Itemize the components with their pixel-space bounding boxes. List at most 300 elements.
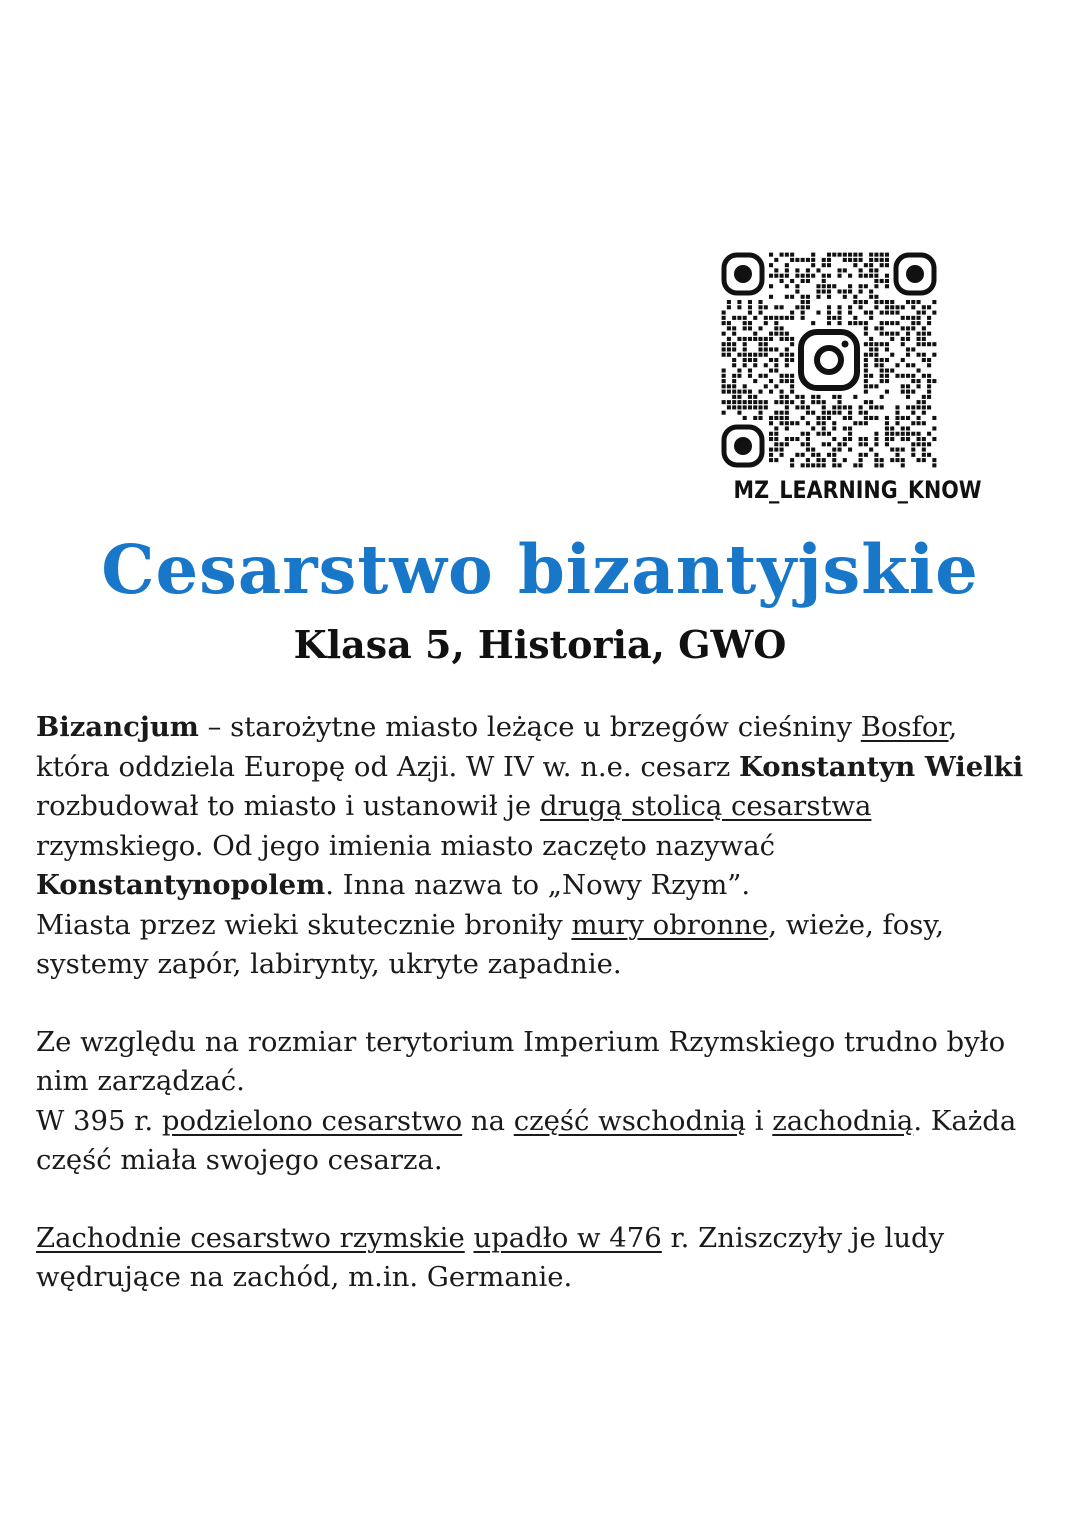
qr-module <box>769 421 773 425</box>
qr-module <box>832 426 836 430</box>
qr-module <box>859 284 863 288</box>
qr-module <box>880 321 884 325</box>
qr-module <box>764 316 768 320</box>
qr-module <box>795 289 799 293</box>
qr-module <box>874 358 878 362</box>
qr-module <box>880 263 884 267</box>
page-title: Cesarstwo bizantyjskie <box>101 530 979 609</box>
qr-module <box>780 421 784 425</box>
qr-module <box>890 369 894 373</box>
qr-module <box>743 337 747 341</box>
qr-module <box>801 258 805 262</box>
qr-module <box>801 300 805 304</box>
qr-module <box>780 400 784 404</box>
qr-module <box>753 416 757 420</box>
qr-module <box>838 321 842 325</box>
qr-module <box>838 274 842 278</box>
qr-module <box>932 437 936 441</box>
qr-module <box>901 458 905 462</box>
qr-module <box>885 416 889 420</box>
qr-module <box>780 316 784 320</box>
qr-module <box>843 405 847 409</box>
qr-module <box>832 284 836 288</box>
qr-module <box>843 258 847 262</box>
qr-module <box>737 411 741 415</box>
qr-module <box>890 311 894 315</box>
qr-module <box>906 332 910 336</box>
qr-module <box>795 395 799 399</box>
qr-module <box>864 453 868 457</box>
qr-module <box>816 453 820 457</box>
qr-module <box>917 416 921 420</box>
qr-module <box>869 337 873 341</box>
qr-module <box>922 395 926 399</box>
qr-module <box>885 342 889 346</box>
qr-module <box>764 384 768 388</box>
qr-module <box>911 363 915 367</box>
qr-module <box>774 437 778 441</box>
qr-module <box>780 390 784 394</box>
qr-module <box>848 432 852 436</box>
qr-module <box>811 448 815 452</box>
qr-module <box>764 347 768 351</box>
qr-module <box>874 268 878 272</box>
qr-module <box>811 395 815 399</box>
qr-module <box>774 426 778 430</box>
qr-module <box>785 421 789 425</box>
qr-module <box>774 416 778 420</box>
qr-module <box>780 253 784 257</box>
term-druga-stolica: drugą stolicą cesarstwa <box>539 790 872 822</box>
qr-module <box>864 384 868 388</box>
qr-module <box>927 305 931 309</box>
qr-module <box>917 432 921 436</box>
qr-module <box>859 411 863 415</box>
qr-module <box>885 284 889 288</box>
qr-module <box>922 342 926 346</box>
qr-module <box>737 305 741 309</box>
qr-module <box>801 405 805 409</box>
qr-module <box>911 321 915 325</box>
qr-module <box>906 432 910 436</box>
qr-module <box>874 347 878 351</box>
qr-module <box>853 395 857 399</box>
qr-module <box>859 321 863 325</box>
qr-module <box>732 395 736 399</box>
qr-module <box>811 463 815 467</box>
qr-module <box>774 411 778 415</box>
qr-module <box>774 332 778 336</box>
qr-module <box>785 400 789 404</box>
qr-module <box>859 442 863 446</box>
qr-module <box>890 305 894 309</box>
qr-module <box>864 274 868 278</box>
qr-module <box>806 300 810 304</box>
qr-module <box>816 295 820 299</box>
qr-module <box>806 437 810 441</box>
qr-module <box>722 374 726 378</box>
qr-module <box>827 258 831 262</box>
qr-module <box>843 416 847 420</box>
qr-module <box>722 311 726 315</box>
qr-module <box>848 448 852 452</box>
qr-module <box>758 326 762 330</box>
qr-module <box>917 353 921 357</box>
qr-module <box>811 453 815 457</box>
text-span: i <box>745 1104 773 1137</box>
qr-module <box>901 342 905 346</box>
qr-module <box>748 390 752 394</box>
qr-module <box>838 253 842 257</box>
qr-module <box>932 300 936 304</box>
qr-module <box>816 268 820 272</box>
qr-module <box>869 342 873 346</box>
qr-module <box>895 332 899 336</box>
qr-module <box>774 400 778 404</box>
qr-module <box>801 416 805 420</box>
qr-module <box>922 411 926 415</box>
qr-module <box>848 437 852 441</box>
qr-module <box>758 390 762 394</box>
qr-module <box>722 342 726 346</box>
qr-module <box>732 390 736 394</box>
qr-module <box>806 442 810 446</box>
qr-module <box>732 316 736 320</box>
qr-module <box>932 416 936 420</box>
qr-module <box>764 353 768 357</box>
qr-module <box>880 258 884 262</box>
qr-module <box>722 332 726 336</box>
qr-module <box>827 289 831 293</box>
page-subtitle: Klasa 5, Historia, GWO <box>293 622 787 667</box>
qr-module <box>743 326 747 330</box>
qr-module <box>737 400 741 404</box>
qr-module <box>774 258 778 262</box>
qr-module <box>780 379 784 383</box>
qr-module <box>795 284 799 288</box>
qr-module <box>743 353 747 357</box>
qr-module <box>769 284 773 288</box>
qr-module <box>758 374 762 378</box>
qr-module <box>737 316 741 320</box>
qr-module <box>795 274 799 278</box>
qr-module <box>874 432 878 436</box>
qr-module <box>838 311 842 315</box>
qr-module <box>885 421 889 425</box>
qr-module <box>853 421 857 425</box>
qr-module <box>769 416 773 420</box>
qr-module <box>911 347 915 351</box>
qr-module <box>774 274 778 278</box>
qr-module <box>816 432 820 436</box>
qr-module <box>859 405 863 409</box>
qr-module <box>743 400 747 404</box>
qr-module <box>732 400 736 404</box>
qr-module <box>843 437 847 441</box>
qr-module <box>885 437 889 441</box>
qr-code[interactable] <box>721 252 937 468</box>
qr-module <box>727 326 731 330</box>
qr-module <box>785 437 789 441</box>
qr-module <box>895 416 899 420</box>
qr-module <box>917 332 921 336</box>
qr-module <box>895 363 899 367</box>
qr-module <box>764 400 768 404</box>
qr-module <box>774 321 778 325</box>
qr-module <box>895 374 899 378</box>
instagram-icon <box>797 328 861 392</box>
qr-module <box>785 442 789 446</box>
qr-module <box>838 395 842 399</box>
qr-module <box>785 268 789 272</box>
qr-module <box>748 337 752 341</box>
qr-module <box>869 289 873 293</box>
qr-module <box>795 305 799 309</box>
qr-module <box>758 337 762 341</box>
qr-module <box>769 316 773 320</box>
qr-module <box>885 253 889 257</box>
qr-module <box>832 437 836 441</box>
qr-module <box>848 258 852 262</box>
qr-module <box>901 316 905 320</box>
qr-module <box>880 253 884 257</box>
qr-module <box>901 374 905 378</box>
qr-module <box>890 337 894 341</box>
qr-module <box>922 353 926 357</box>
qr-module <box>864 300 868 304</box>
qr-module <box>927 395 931 399</box>
qr-module <box>874 284 878 288</box>
qr-module <box>748 353 752 357</box>
qr-module <box>864 442 868 446</box>
qr-module <box>748 305 752 309</box>
text-span: r. Zniszczyły je ludy <box>661 1221 945 1254</box>
qr-module <box>790 463 794 467</box>
qr-module <box>790 295 794 299</box>
qr-module <box>780 279 784 283</box>
qr-module <box>917 379 921 383</box>
qr-module <box>801 395 805 399</box>
qr-module <box>917 369 921 373</box>
qr-module <box>822 405 826 409</box>
qr-module <box>722 316 726 320</box>
qr-module <box>880 332 884 336</box>
qr-module <box>785 316 789 320</box>
qr-module <box>917 421 921 425</box>
qr-module <box>901 305 905 309</box>
qr-module <box>758 400 762 404</box>
qr-module <box>811 426 815 430</box>
qr-module <box>864 363 868 367</box>
qr-module <box>774 384 778 388</box>
qr-module <box>874 258 878 262</box>
qr-module <box>869 263 873 267</box>
qr-module <box>890 432 894 436</box>
qr-module <box>806 405 810 409</box>
qr-module <box>780 374 784 378</box>
qr-module <box>911 421 915 425</box>
qr-module <box>874 437 878 441</box>
text-span: na <box>462 1104 514 1137</box>
qr-module <box>911 316 915 320</box>
qr-module <box>843 289 847 293</box>
qr-module <box>748 326 752 330</box>
qr-module <box>790 258 794 262</box>
qr-module <box>911 326 915 330</box>
qr-module <box>832 316 836 320</box>
qr-module <box>790 279 794 283</box>
qr-module <box>901 384 905 388</box>
qr-module <box>869 311 873 315</box>
qr-module <box>785 379 789 383</box>
qr-module <box>838 442 842 446</box>
qr-module <box>880 369 884 373</box>
qr-module <box>832 395 836 399</box>
text-line <box>36 708 1046 748</box>
qr-module <box>822 279 826 283</box>
qr-module <box>864 321 868 325</box>
qr-module <box>827 305 831 309</box>
qr-module <box>816 311 820 315</box>
qr-module <box>780 395 784 399</box>
qr-module <box>790 400 794 404</box>
qr-module <box>822 400 826 404</box>
qr-module <box>917 405 921 409</box>
qr-module <box>880 363 884 367</box>
qr-module <box>769 253 773 257</box>
qr-module <box>811 411 815 415</box>
qr-module <box>890 300 894 304</box>
qr-module <box>748 405 752 409</box>
qr-module <box>869 448 873 452</box>
qr-module <box>927 374 931 378</box>
qr-module <box>743 347 747 351</box>
qr-module <box>774 305 778 309</box>
qr-module <box>911 442 915 446</box>
qr-module <box>864 374 868 378</box>
qr-module <box>785 337 789 341</box>
qr-module <box>764 321 768 325</box>
qr-module <box>885 279 889 283</box>
qr-module <box>917 321 921 325</box>
qr-module <box>838 305 842 309</box>
qr-module <box>769 453 773 457</box>
text-line <box>36 866 1046 906</box>
qr-module <box>732 326 736 330</box>
qr-module <box>816 284 820 288</box>
qr-module <box>853 463 857 467</box>
qr-module <box>769 332 773 336</box>
qr-module <box>901 426 905 430</box>
qr-module <box>722 347 726 351</box>
qr-module <box>764 363 768 367</box>
qr-module <box>827 253 831 257</box>
qr-module <box>753 358 757 362</box>
qr-module <box>758 353 762 357</box>
qr-module <box>853 253 857 257</box>
qr-module <box>869 268 873 272</box>
qr-module <box>790 342 794 346</box>
qr-module <box>832 405 836 409</box>
qr-module <box>927 390 931 394</box>
qr-module <box>811 400 815 404</box>
qr-module <box>874 253 878 257</box>
qr-module <box>927 405 931 409</box>
qr-module <box>932 311 936 315</box>
qr-module <box>732 358 736 362</box>
qr-module <box>853 316 857 320</box>
qr-module <box>859 305 863 309</box>
qr-module <box>906 395 910 399</box>
text-span: . Inna nazwa to „Nowy Rzym”. <box>325 869 751 901</box>
qr-module <box>922 437 926 441</box>
qr-module <box>764 337 768 341</box>
qr-module <box>859 268 863 272</box>
qr-module <box>795 453 799 457</box>
qr-module <box>827 263 831 267</box>
qr-module <box>780 337 784 341</box>
qr-module <box>869 400 873 404</box>
qr-module <box>859 300 863 304</box>
qr-finder-top-right <box>896 255 934 293</box>
qr-module <box>927 332 931 336</box>
text-line <box>36 787 1046 827</box>
qr-module <box>743 316 747 320</box>
qr-module <box>722 384 726 388</box>
qr-module <box>769 369 773 373</box>
qr-module <box>780 448 784 452</box>
qr-module <box>743 342 747 346</box>
qr-module <box>743 390 747 394</box>
qr-module <box>906 300 910 304</box>
qr-module <box>753 400 757 404</box>
qr-module <box>722 353 726 357</box>
qr-module <box>922 448 926 452</box>
qr-module <box>748 300 752 304</box>
qr-module <box>790 358 794 362</box>
qr-module <box>838 463 842 467</box>
qr-module <box>864 369 868 373</box>
term-zachodnie-cesarstwo: Zachodnie cesarstwo rzymskie <box>36 1221 465 1254</box>
qr-module <box>822 442 826 446</box>
qr-module <box>911 305 915 309</box>
qr-module <box>890 437 894 441</box>
qr-module <box>806 268 810 272</box>
qr-module <box>806 448 810 452</box>
qr-module <box>727 342 731 346</box>
qr-module <box>769 379 773 383</box>
qr-module <box>832 421 836 425</box>
qr-module <box>890 426 894 430</box>
qr-module <box>864 390 868 394</box>
qr-module <box>737 390 741 394</box>
qr-module <box>769 263 773 267</box>
qr-module <box>864 379 868 383</box>
qr-finder-bottom-left <box>724 427 762 465</box>
qr-module <box>737 300 741 304</box>
qr-module <box>922 400 926 404</box>
qr-module <box>732 342 736 346</box>
qr-module <box>917 458 921 462</box>
qr-module <box>859 437 863 441</box>
qr-module <box>874 279 878 283</box>
qr-module <box>922 421 926 425</box>
qr-module <box>827 284 831 288</box>
text-line: część miała swojego cesarza. <box>36 1144 443 1176</box>
qr-module <box>922 311 926 315</box>
qr-module <box>764 374 768 378</box>
qr-module <box>743 321 747 325</box>
